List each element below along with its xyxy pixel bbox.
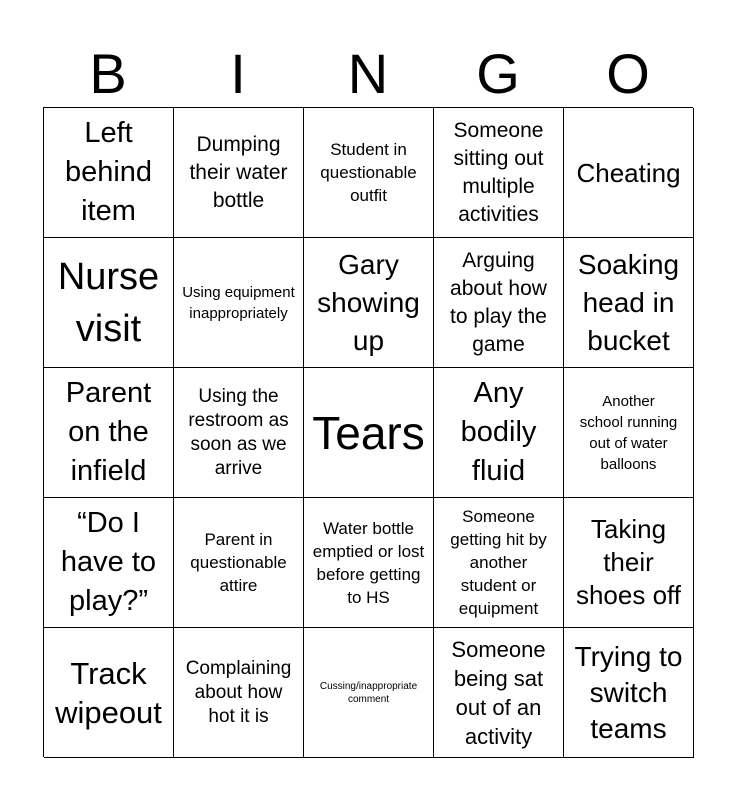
header-letter-g: G (476, 42, 520, 105)
bingo-cell[interactable] (44, 498, 174, 628)
bingo-cell[interactable] (434, 238, 564, 368)
bingo-cell-text: Track wipeout (55, 655, 162, 730)
bingo-cell-text: Someone being sat out of an activity (451, 636, 546, 749)
bingo-cell-text: Using equipment inappropriately (182, 283, 295, 322)
bingo-cell[interactable] (304, 238, 434, 368)
header-letter-i: I (230, 42, 246, 105)
bingo-cell-text: Student in questionable outfit (320, 140, 417, 205)
bingo-cell[interactable] (44, 238, 174, 368)
bingo-cell-text: Dumping their water bottle (189, 132, 288, 212)
bingo-cell[interactable] (434, 628, 564, 758)
bingo-cell-text: Taking their shoes off (575, 514, 682, 610)
bingo-cell[interactable] (174, 498, 304, 628)
bingo-cell[interactable] (174, 368, 304, 498)
bingo-cell[interactable] (44, 108, 174, 238)
bingo-cell-text: Complaining about how hot it is (185, 657, 292, 727)
bingo-cell[interactable] (564, 108, 694, 238)
bingo-cell-text: Another school running out of water balloons (579, 392, 678, 473)
bingo-cell-text: Someone sitting out multiple activities (453, 118, 544, 226)
bingo-cell[interactable] (304, 628, 434, 758)
bingo-cell-text: Soaking head in bucket (577, 248, 680, 356)
header-letter-o: O (606, 42, 650, 105)
bingo-cell-text: Water bottle emptied or lost before getting to HS (312, 518, 425, 607)
bingo-cell[interactable] (304, 368, 434, 498)
bingo-cell-text: Left behind item (64, 117, 153, 227)
bingo-cell-text: Nurse visit (57, 255, 160, 350)
bingo-cell-text: Gary showing up (317, 248, 420, 356)
bingo-cell-text: Parent on the infield (65, 377, 152, 487)
bingo-cell[interactable] (174, 238, 304, 368)
bingo-cell[interactable] (44, 628, 174, 758)
bingo-cell[interactable] (564, 368, 694, 498)
bingo-header (43, 42, 693, 106)
bingo-cell-text: Any bodily fluid (460, 377, 537, 487)
bingo-cell[interactable] (174, 108, 304, 238)
header-letter-b: B (89, 42, 127, 105)
bingo-cell[interactable] (304, 108, 434, 238)
bingo-cell[interactable] (44, 368, 174, 498)
header-letter-n: N (347, 42, 389, 105)
bingo-cell[interactable] (434, 368, 564, 498)
bingo-cell-text: Using the restroom as soon as we arrive (188, 385, 289, 479)
bingo-cell[interactable] (564, 498, 694, 628)
bingo-cell-text: Cussing/inappropriate comment (319, 680, 418, 705)
bingo-cell[interactable] (174, 628, 304, 758)
bingo-cell-text: Someone getting hit by another student or equipment (450, 507, 547, 618)
bingo-cell[interactable] (434, 498, 564, 628)
bingo-cell[interactable] (304, 498, 434, 628)
bingo-cell[interactable] (564, 628, 694, 758)
bingo-cell-text: “Do I have to play?” (60, 507, 157, 617)
bingo-card-grid (43, 107, 693, 757)
bingo-cell-text: Cheating (576, 157, 681, 188)
bingo-cell-text: Trying to switch teams (574, 640, 683, 744)
bingo-cell-text: Tears (312, 406, 425, 459)
bingo-cell-text: Arguing about how to play the game (450, 248, 547, 356)
bingo-cell[interactable] (434, 108, 564, 238)
bingo-cell[interactable] (564, 238, 694, 368)
bingo-cell-text: Parent in questionable attire (190, 530, 287, 595)
